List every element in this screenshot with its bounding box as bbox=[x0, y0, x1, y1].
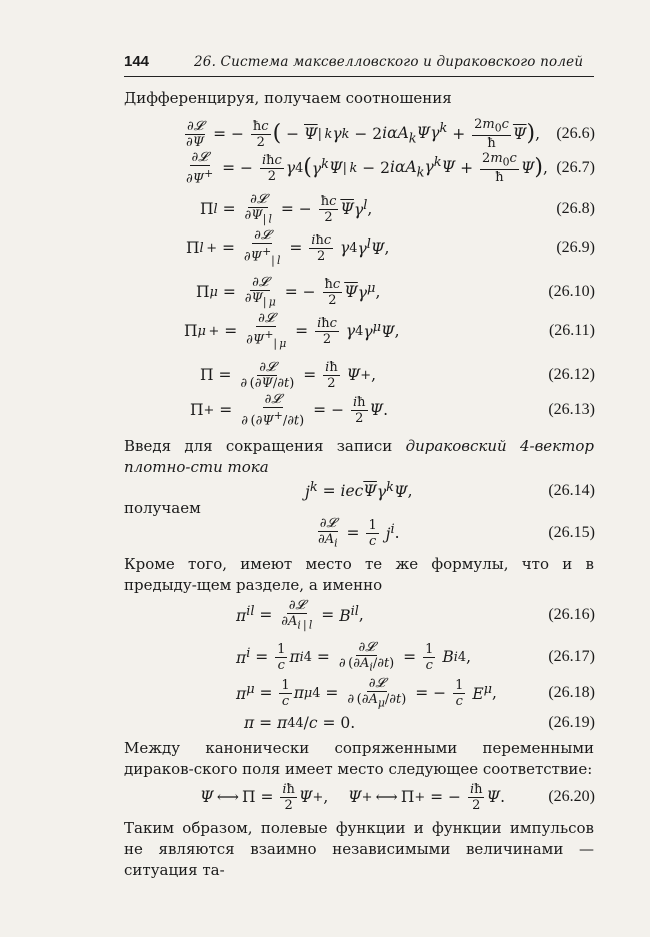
formula: $\pi^\mu$ = $\frac{1}{c}$ π μ4 = $\frac{\text{∂𝓛}}{\partial (\partial A_\mu/\partial t)}$ = − $\frac{1}{c}$ $E^\mu$ , bbox=[236, 675, 497, 710]
equation-number: (26.19) bbox=[548, 714, 595, 731]
formula: $\frac{\text{∂𝓛}}{\partial\Psi^+}$ = − $\frac{\text{iħc}}{2}$ γ 4 ( $\gamma^k$ Ψ | k − 2 $i\alpha A_k\gamma^k\Psi$ + $\frac{2m_0c}{ħ}$ Ψ ) , bbox=[186, 149, 548, 187]
formula: Π μ + = $\frac{\text{∂𝓛}}{\partial\Psi^+_{| \mu}}$ = $\frac{\text{iħc}}{2}$ γ 4 $\gamma^\mu\Psi$ , bbox=[184, 311, 400, 350]
running-title: 26. Система максвелловского и дираковского полей bbox=[194, 54, 584, 70]
equation-26-10 bbox=[124, 275, 595, 309]
formula: Π + = $\frac{\text{∂𝓛}}{\partial (\partial\Psi^+/\partial t)}$ = − $\frac{iħ}{2}$ Ψ . bbox=[190, 391, 389, 429]
paragraph-canonical: Между канонически сопряженными переменными дираков-ского поля имеет место следующее соответствие: bbox=[124, 739, 594, 778]
equation-number: (26.7) bbox=[556, 159, 595, 176]
equation-number: (26.11) bbox=[548, 322, 595, 339]
equation-26-17 bbox=[124, 640, 595, 674]
equation-number: (26.18) bbox=[548, 684, 595, 701]
formula: Π = $\frac{\text{∂𝓛}}{\partial (\partial\Psi/\partial t)}$ = $\frac{iħ}{2}$ Ψ + , bbox=[200, 359, 376, 391]
equation-26-19 bbox=[124, 706, 595, 740]
formula: $\pi^i$ = $\frac{1}{c}$ π i4 = $\frac{\text{∂𝓛}}{\partial (\partial A_i/\partial t)}$ = $\frac{1}{c}$ B i4 , bbox=[236, 639, 471, 674]
equation-26-8 bbox=[124, 192, 595, 226]
text-plain: Введя для сокращения записи bbox=[124, 437, 406, 455]
equation-number: (26.16) bbox=[548, 606, 595, 623]
formula: Π l + = $\frac{\text{∂𝓛}}{\partial\Psi^+_{| l}}$ = $\frac{\text{iħc}}{2}$ γ 4 $\gamma^l\Psi$ , bbox=[186, 228, 390, 267]
equation-26-12 bbox=[124, 358, 595, 392]
equation-number: (26.8) bbox=[556, 200, 595, 217]
equation-number: (26.9) bbox=[556, 239, 595, 256]
equation-number: (26.13) bbox=[548, 401, 595, 418]
equation-26-16 bbox=[124, 598, 595, 632]
equation-number: (26.14) bbox=[548, 482, 595, 499]
equation-26-11 bbox=[124, 311, 595, 350]
formula: Ψ ⟷ Π = $\frac{iħ}{2}$ Ψ + , Ψ + ⟷ Π + = − $\frac{iħ}{2}$ Ψ . bbox=[200, 781, 506, 813]
page-number: 144 bbox=[124, 53, 150, 70]
equation-number: (26.20) bbox=[548, 788, 595, 805]
formula: Π μ = $\frac{\text{∂𝓛}}{\partial\Psi_{| \mu}}$ = − $\frac{ħc}{2}$ $\overline{\Psi}$ $\gamma^\mu$ , bbox=[196, 274, 381, 309]
paragraph-current-definition bbox=[124, 436, 594, 478]
formula: Π l = $\frac{\text{∂𝓛}}{\partial\Psi_{| l}}$ = − $\frac{ħc}{2}$ $\overline{\Psi}$ $\gamma^l$ , bbox=[200, 191, 373, 226]
paragraph-intro: Дифференцируя, получаем соотношения bbox=[124, 89, 452, 107]
formula: $\frac{\text{∂𝓛}}{\partial\Psi}$ = − $\frac{ħc}{2}$ ( − $\overline{\Psi}$ | k γ k − 2 $i\alpha A_k\Psi\gamma^k$ + $\frac{2m_0c}{ħ}$ $\overline{\Psi}$ ) , bbox=[186, 116, 541, 152]
formula: $\pi^{il}$ = $\frac{\text{∂𝓛}}{\partial A_{i | l}}$ = $B^{il}$ , bbox=[236, 597, 364, 632]
term-italic: дираковский 4-вектор плотно-сти тока bbox=[124, 437, 594, 476]
equation-number: (26.17) bbox=[548, 648, 595, 665]
running-header bbox=[124, 50, 594, 77]
paragraph-conclusion: Таким образом, полевые функции и функции импульсов не являются взаимно независимыми величинами — ситуация та- bbox=[124, 819, 594, 879]
paragraph-we-get: получаем bbox=[124, 499, 201, 517]
formula: $\frac{\text{∂𝓛}}{\partial A_i}$ = $\frac{1}{c}$ $j^i$ . bbox=[318, 515, 400, 550]
equation-number: (26.15) bbox=[548, 524, 595, 541]
formula: π = π 44 / c = 0. bbox=[244, 714, 356, 732]
equation-26-18 bbox=[124, 676, 595, 710]
equation-26-9 bbox=[124, 228, 595, 267]
equation-26-20 bbox=[124, 780, 595, 814]
equation-26-7 bbox=[124, 151, 595, 185]
formula: $j^k$ = iec $\overline{\Psi}$ $\gamma^k\Psi$ , bbox=[305, 480, 413, 502]
equation-number: (26.6) bbox=[556, 125, 595, 142]
paragraph-same-formulas: Кроме того, имеют место те же формулы, что и в предыду-щем разделе, а именно bbox=[124, 555, 594, 594]
equation-number: (26.10) bbox=[548, 283, 595, 300]
equation-26-6 bbox=[124, 117, 595, 151]
equation-26-13 bbox=[124, 393, 595, 427]
equation-number: (26.12) bbox=[548, 366, 595, 383]
equation-26-15 bbox=[124, 516, 595, 550]
